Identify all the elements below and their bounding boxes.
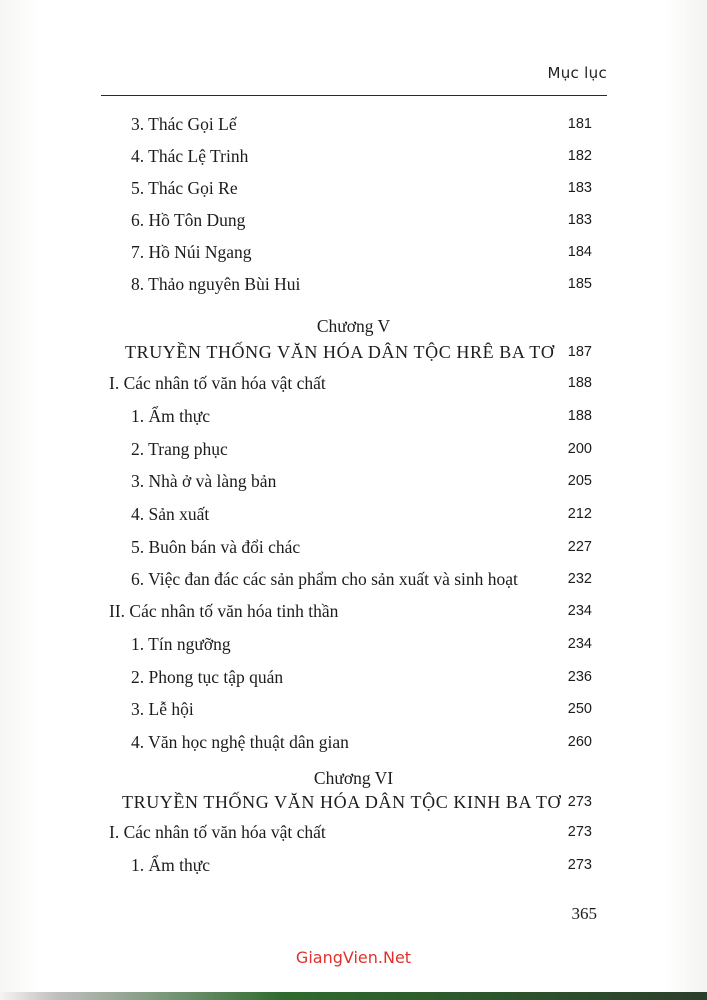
watermark-text: GiangVien.Net [295,948,412,967]
toc-entry-title: 5. Thác Gọi Re [131,178,238,198]
toc-entry[interactable] [131,853,592,877]
toc-entry-page: 250 [567,701,592,717]
toc-entry[interactable] [131,437,592,461]
toc-entry-page: 205 [567,473,592,489]
toc-entry[interactable] [131,469,592,493]
toc-entry-title: 1. Ẩm thực [131,406,210,426]
toc-entry-title: 3. Lễ hội [131,699,194,719]
toc-section[interactable] [109,820,592,844]
toc-entry[interactable] [131,112,592,136]
toc-entry[interactable] [131,208,592,232]
toc-section-title: I. Các nhân tố văn hóa vật chất [109,373,326,393]
toc-entry-page: 232 [567,571,592,587]
toc-entry-page: 183 [567,212,592,228]
toc-entry-title: 1. Ẩm thực [131,855,210,875]
toc-entry-title: 8. Thảo nguyên Bùi Hui [131,274,301,294]
toc-entry-title: 2. Phong tục tập quán [131,667,284,687]
toc-entry[interactable] [131,240,592,264]
chapter-page: 273 [567,794,592,810]
header-rule [101,95,607,96]
toc-section[interactable] [109,371,592,395]
toc-entry-page: 227 [567,539,592,555]
toc-entry-page: 188 [567,375,592,391]
toc-entry-page: 200 [567,441,592,457]
toc-entry[interactable] [131,144,592,168]
chapter-number: Chương VI [313,768,394,788]
toc-entry-title: 4. Thác Lệ Trinh [131,146,249,166]
toc-entry-title: 4. Văn học nghệ thuật dân gian [131,732,349,752]
toc-section-title: I. Các nhân tố văn hóa vật chất [109,822,326,842]
book-cover-edge [0,992,707,1000]
toc-entry-page: 273 [567,857,592,873]
page-number: 365 [571,904,597,923]
chapter-heading[interactable] [125,339,592,365]
toc-entry[interactable] [131,730,592,754]
toc-entry-title: 4. Sản xuất [131,504,210,524]
toc-entry-page: 236 [567,669,592,685]
chapter-number: Chương V [316,316,391,336]
toc-entry-title: 6. Việc đan đác các sản phẩm cho sản xuất và sinh hoạt [131,569,518,589]
chapter-heading[interactable] [122,789,592,815]
toc-entry[interactable] [131,176,592,200]
toc-entry[interactable] [131,632,592,656]
toc-entry[interactable] [131,665,592,689]
toc-entry[interactable] [131,697,592,721]
toc-entry-title: 6. Hồ Tôn Dung [131,210,246,230]
toc-entry-title: 7. Hồ Núi Ngang [131,242,252,262]
toc-entry[interactable] [131,404,592,428]
toc-entry-title: 5. Buôn bán và đổi chác [131,537,301,557]
toc-section[interactable] [109,599,592,623]
chapter-page: 187 [567,344,592,360]
toc-entry-page: 185 [567,276,592,292]
toc-section-title: II. Các nhân tố văn hóa tinh thần [109,601,339,621]
toc-entry-page: 183 [567,180,592,196]
toc-entry-title: 3. Thác Gọi Lế [131,114,237,134]
toc-entry-page: 184 [567,244,592,260]
toc-entry-page: 212 [567,506,592,522]
toc-entry-page: 181 [567,116,592,132]
toc-entry-page: 260 [567,734,592,750]
chapter-title: TRUYỀN THỐNG VĂN HÓA DÂN TỘC HRÊ BA TƠ [125,342,555,362]
toc-entry-page: 273 [567,824,592,840]
toc-entry-title: 2. Trang phục [131,439,228,459]
toc-entry-page: 182 [567,148,592,164]
toc-entry[interactable] [131,535,592,559]
toc-entry-title: 1. Tín ngưỡng [131,634,231,654]
toc-entry-title: 3. Nhà ở và làng bản [131,471,277,491]
toc-entry[interactable] [131,502,592,526]
toc-entry[interactable] [131,567,592,591]
toc-entry-page: 234 [567,636,592,652]
running-header: Mục lục [547,64,607,82]
toc-entry-page: 234 [567,603,592,619]
chapter-title: TRUYỀN THỐNG VĂN HÓA DÂN TỘC KINH BA TƠ [122,792,562,812]
toc-entry-page: 188 [567,408,592,424]
toc-entry[interactable] [131,272,592,296]
